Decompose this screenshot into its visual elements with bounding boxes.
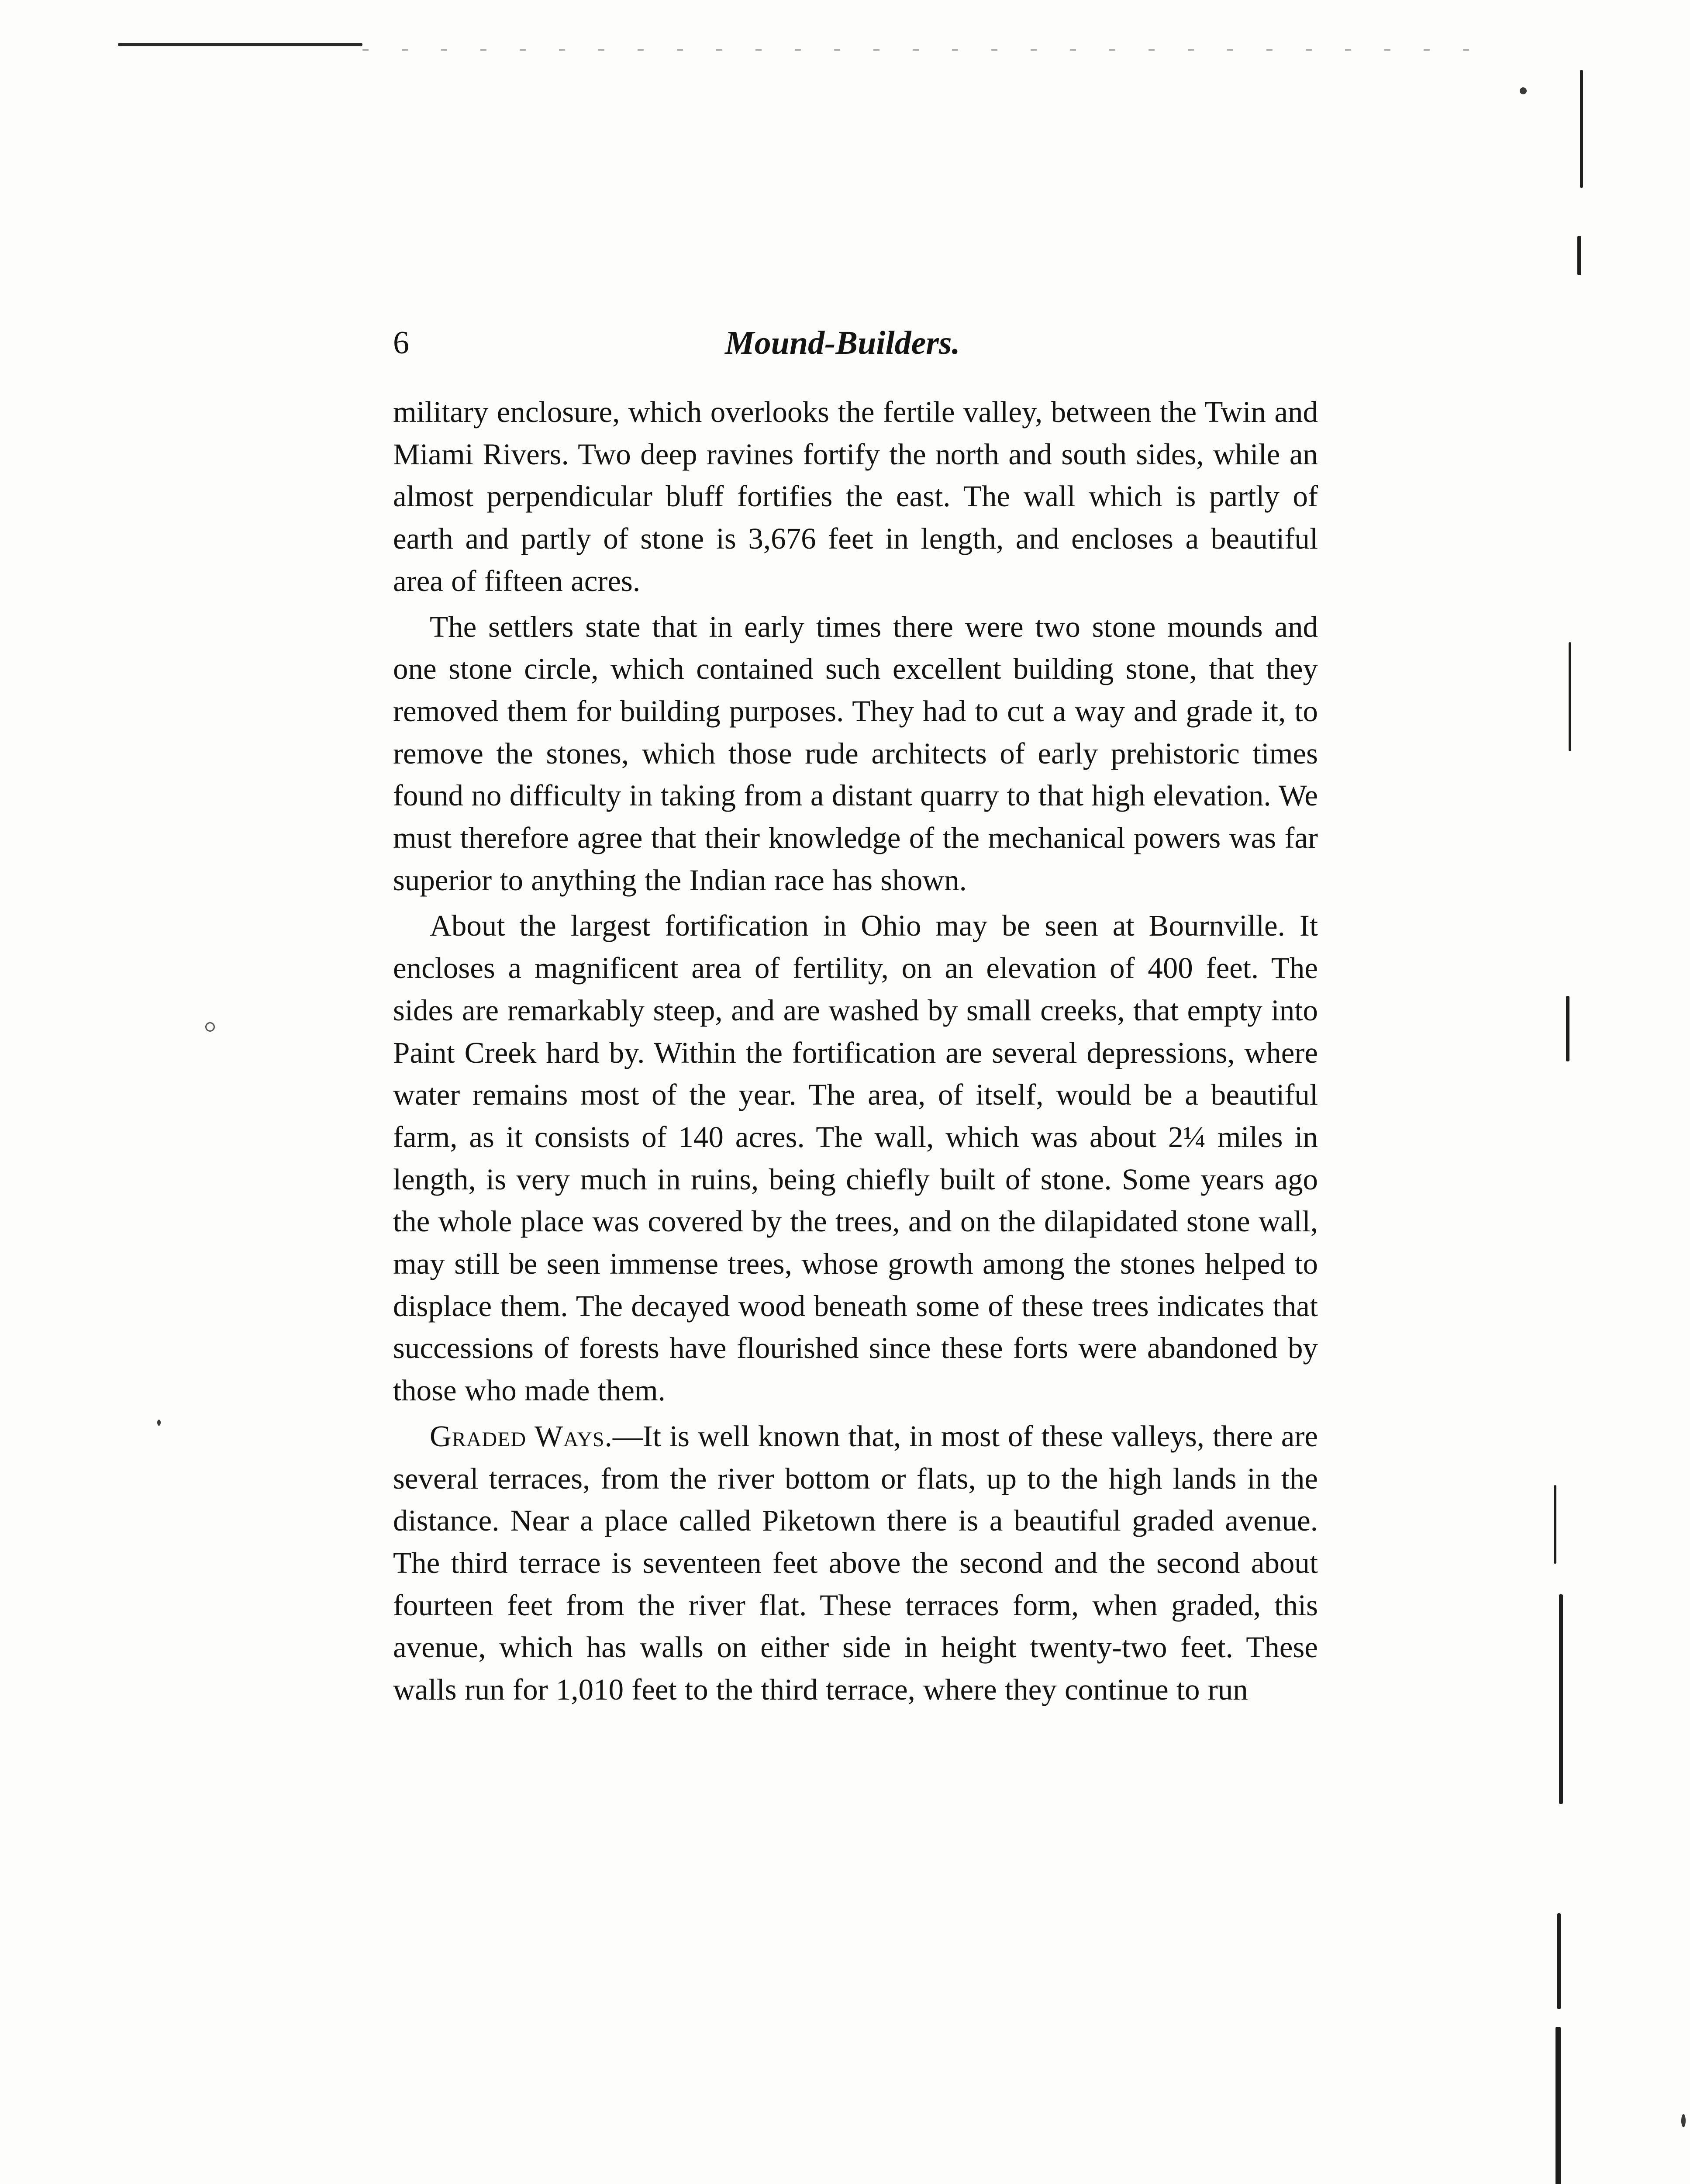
scan-speck: [205, 1022, 215, 1032]
scan-edge-line: [1557, 1913, 1561, 2009]
scan-edge-line: [1566, 996, 1569, 1061]
scan-speck: [1681, 2114, 1686, 2127]
scan-edge-line: [1555, 2027, 1561, 2184]
paragraph: [393, 391, 1318, 602]
scan-edge-line: [1580, 70, 1583, 188]
scan-edge-line: [1569, 642, 1571, 751]
paragraph: [393, 905, 1318, 1411]
paragraph-text: military enclosure, which overlooks the fertile valley, between the Twin and Miami Rivers. Two deep ravines fortify the north and south sides, while an almost perpendicular bluff fortifies the east. The wall which is partly of earth and partly of stone is 3,676 feet in length, and encloses a beautiful area of fifteen acres.: [393, 395, 1318, 598]
paragraph-text: —It is well known that, in most of these valleys, there are several terraces, from the river bottom or flats, up to the high lands in the distance. Near a place called Piketown there is a beautiful graded avenue. The third terrace is seventeen feet above the second and the second about fourteen feet from the river flat. These terraces form, when graded, this avenue, which has walls on either side in height twenty-two feet. These walls run for 1,010 feet to the third terrace, where they continue to run: [393, 1419, 1318, 1707]
scan-speck: [1520, 87, 1527, 94]
scan-speck: [157, 1420, 161, 1426]
running-head: [393, 321, 1336, 369]
scan-edge-line: [1577, 236, 1581, 275]
paragraph: [393, 606, 1318, 902]
scan-edge-line: [1554, 1485, 1556, 1564]
page-number: 6: [393, 325, 409, 361]
section-heading: Graded Ways.: [430, 1419, 613, 1453]
paragraph: [393, 1415, 1318, 1711]
running-title: Mound-Builders.: [725, 325, 960, 361]
scan-rule-top-faint: [362, 49, 1480, 51]
paragraph-text: About the largest fortification in Ohio may be seen at Bournville. It encloses a magnificent area of fertility, on an elevation of 400 feet. The sides are remarkably steep, and are washed by small creeks, that empty into Paint Creek hard by. Within the fortification are several depressions, where water remains most of the year. The area, of itself, would be a beautiful farm, as it consists of 140 acres. The wall, which was about 2¼ miles in length, is very much in ruins, being chiefly built of stone. Some years ago the whole place was covered by the trees, and on the dilapidated stone wall, may still be seen immense trees, whose growth among the stones helped to displace them. The decayed wood beneath some of these trees indicates that successions of forests have flourished since these forts were abandoned by those who made them.: [393, 909, 1318, 1407]
scan-rule-top: [118, 43, 362, 46]
scan-edge-line: [1559, 1594, 1563, 1804]
paragraph-text: The settlers state that in early times there were two stone mounds and one stone circle, which contained such excellent building stone, that they removed them for building purposes. They had to cut a way and grade it, to remove the stones, which those rude architects of early prehistoric times found no difficulty in taking from a distant quarry to that high elevation. We must therefore agree that their knowledge of the mechanical powers was far superior to anything the Indian race has shown.: [393, 610, 1318, 897]
body-text: [393, 391, 1318, 1711]
